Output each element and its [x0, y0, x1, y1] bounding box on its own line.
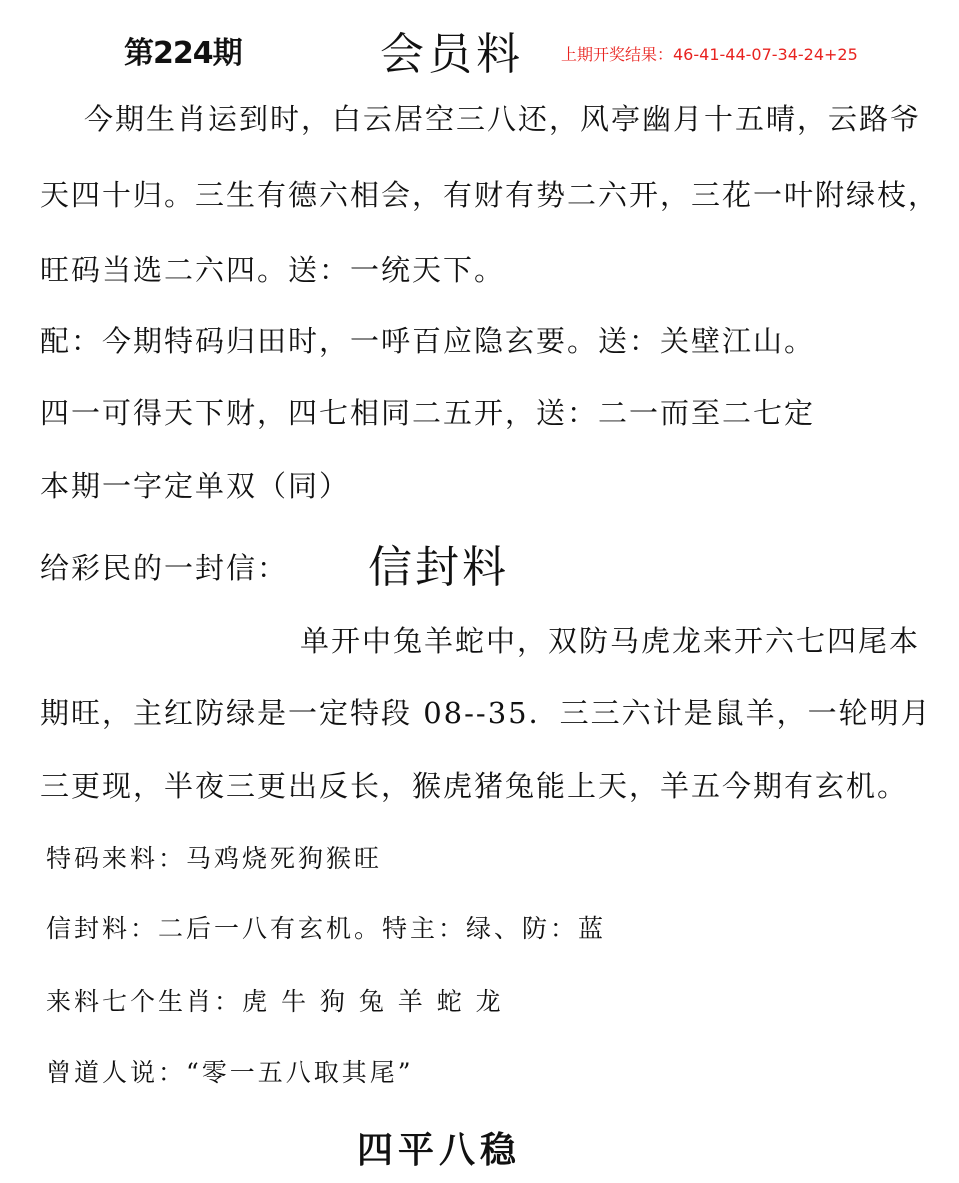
special-code-line: 特码来料：马鸡烧死狗猴旺	[46, 844, 383, 873]
closing-phrase: 四平八稳	[357, 1129, 522, 1171]
issue-number: 第224期	[124, 36, 242, 71]
letter-line-1: 单开中兔羊蛇中，双防马虎龙来开六七四尾本	[300, 624, 921, 658]
pairing-line: 配：今期特码归田时，一呼百应隐玄要。送：关壁江山。	[40, 324, 816, 358]
envelope-title: 信封料	[368, 542, 509, 593]
wealth-line: 四一可得天下财，四七相同二五开，送：二一而至二七定	[40, 396, 816, 430]
single-double-line: 本期一字定单双（同）	[40, 469, 351, 503]
last-draw-result: 上期开奖结果：46-41-44-07-34-24+25	[561, 45, 858, 64]
letter-line-3: 三更现，半夜三更出反长，猴虎猪兔能上天，羊五今期有玄机。	[40, 769, 909, 803]
letter-line-2: 期旺，主红防绿是一定特段 08--35．三三六计是鼠羊，一轮明月	[40, 696, 932, 730]
seven-zodiac-line: 来料七个生肖：虎 牛 狗 兔 羊 蛇 龙	[46, 987, 504, 1016]
letter-intro: 给彩民的一封信：	[40, 551, 289, 585]
poem-line-1: 今期生肖运到时，白云居空三八还，风亭幽月十五晴，云路爷	[84, 102, 922, 136]
poem-line-3: 旺码当选二六四。送：一统天下。	[40, 253, 506, 287]
poem-line-2: 天四十归。三生有德六相会，有财有势二六开，三花一叶附绿枝，	[40, 178, 940, 212]
main-title: 会员料	[380, 29, 524, 80]
daoist-quote: 曾道人说：“零一五八取其尾”	[46, 1058, 414, 1087]
envelope-line: 信封料：二后一八有玄机。特主：绿、防：蓝	[46, 914, 607, 943]
